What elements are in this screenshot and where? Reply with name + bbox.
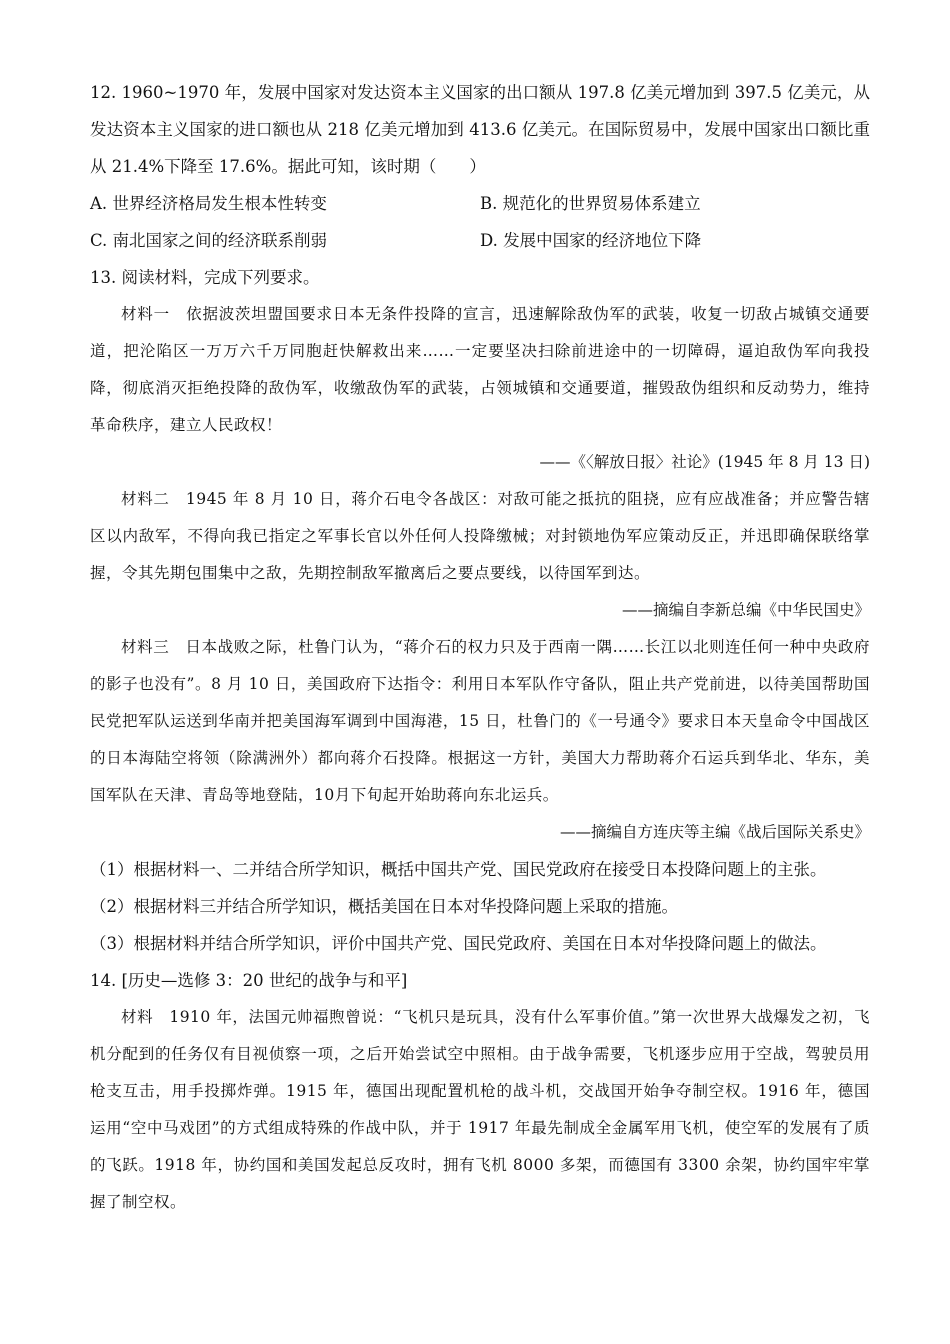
sub-question-3: （3）根据材料并结合所学知识，评价中国共产党、国民党政府、美国在日本对华投降问题上的做法。 [90,934,827,953]
material-2: 材料二 1945 年 8 月 10 日，蒋介石电令各战区：对敌可能之抵抗的阻挠，应有应战准备；并应警告辖区以内敌军，不得向我已指定之军事长官以外任何人投降缴械；对封锁地伪军应策动反正，并迅即确保联络掌握，令其先期包围集中之敌，先期控制敌军撤离后之要点要线，以待国军到达。 [90,490,870,582]
sub-question-2: （2）根据材料三并结合所学知识，概括美国在日本对华投降问题上采取的措施。 [90,897,678,916]
question-14-material: 材料 1910 年，法国元帅福煦曾说：“飞机只是玩具，没有什么军事价值。”第一次世界大战爆发之初，飞机分配到的任务仅有目视侦察一项，之后开始尝试空中照相。由于战争需要，飞机逐步应用于空战，驾驶员用枪支互击，用手投掷炸弹。1915 年，德国出现配置机枪的战斗机，交战国开始争夺制空权。1916 年，德国运用“空中马戏团”的方式组成特殊的作战中队，并于 1917 年最先制成全金属军用飞机，使空军的发展有了质的飞跃。1918 年，协约国和美国发起总反攻时，拥有飞机 8000 多架，而德国有 3300 余架，协约国牢牢掌握了制空权。 [90,1008,870,1211]
option-d: D. 发展中国家的经济地位下降 [480,231,702,250]
option-b: B. 规范化的世界贸易体系建立 [480,194,701,213]
question-14-stem: 14. [历史—选修 3：20 世纪的战争与和平] [90,971,408,990]
material-1-source: ——《〈解放日报〉社论》(1945 年 8 月 13 日) [539,453,870,471]
question-12-options [90,185,870,259]
question-13-stem: 13. 阅读材料，完成下列要求。 [90,268,320,287]
material-3: 材料三 日本战败之际，杜鲁门认为，“蒋介石的权力只及于西南一隅……长江以北则连任何一种中央政府的影子也没有”。8 月 10 日，美国政府下达指令：利用日本军队作守备队，阻止共产党前进，以待美国帮助国民党把军队运送到华南并把美国海军调到中国海港，15 日，杜鲁门的《一号通令》要求日本天皇命令中国战区的日本海陆空将领（除满洲外）都向蒋介石投降。根据这一方针，美国大力帮助蒋介石运兵到华北、华东，美国军队在天津、青岛等地登陆，10月下旬起开始助蒋向东北运兵。 [90,638,870,804]
material-3-source: ——摘编自方连庆等主编《战后国际关系史》 [559,823,870,841]
sub-question-1: （1）根据材料一、二并结合所学知识，概括中国共产党、国民党政府在接受日本投降问题上的主张。 [90,860,827,879]
material-1: 材料一 依据波茨坦盟国要求日本无条件投降的宣言，迅速解除敌伪军的武装，收复一切敌占城镇交通要道，把沦陷区一万万六千万同胞赶快解救出来……一定要坚决扫除前进途中的一切障碍，逼迫敌伪军向我投降，彻底消灭拒绝投降的敌伪军，收缴敌伪军的武装，占领城镇和交通要道，摧毁敌伪组织和反动势力，维持革命秩序，建立人民政权！ [90,305,870,434]
option-a: A. 世界经济格局发生根本性转变 [90,194,327,213]
material-2-source: ——摘编自李新总编《中华民国史》 [621,601,870,619]
option-c: C. 南北国家之间的经济联系削弱 [90,231,328,250]
exam-page [90,74,870,1221]
question-12-stem: 12. 1960~1970 年，发展中国家对发达资本主义国家的出口额从 197.8 亿美元增加到 397.5 亿美元，从发达资本主义国家的进口额也从 218 亿美元增加到 413.6 亿美元。在国际贸易中，发展中国家出口额比重从 21.4%下降至 17.6%。据此可知，该时期（ ） [90,83,870,176]
